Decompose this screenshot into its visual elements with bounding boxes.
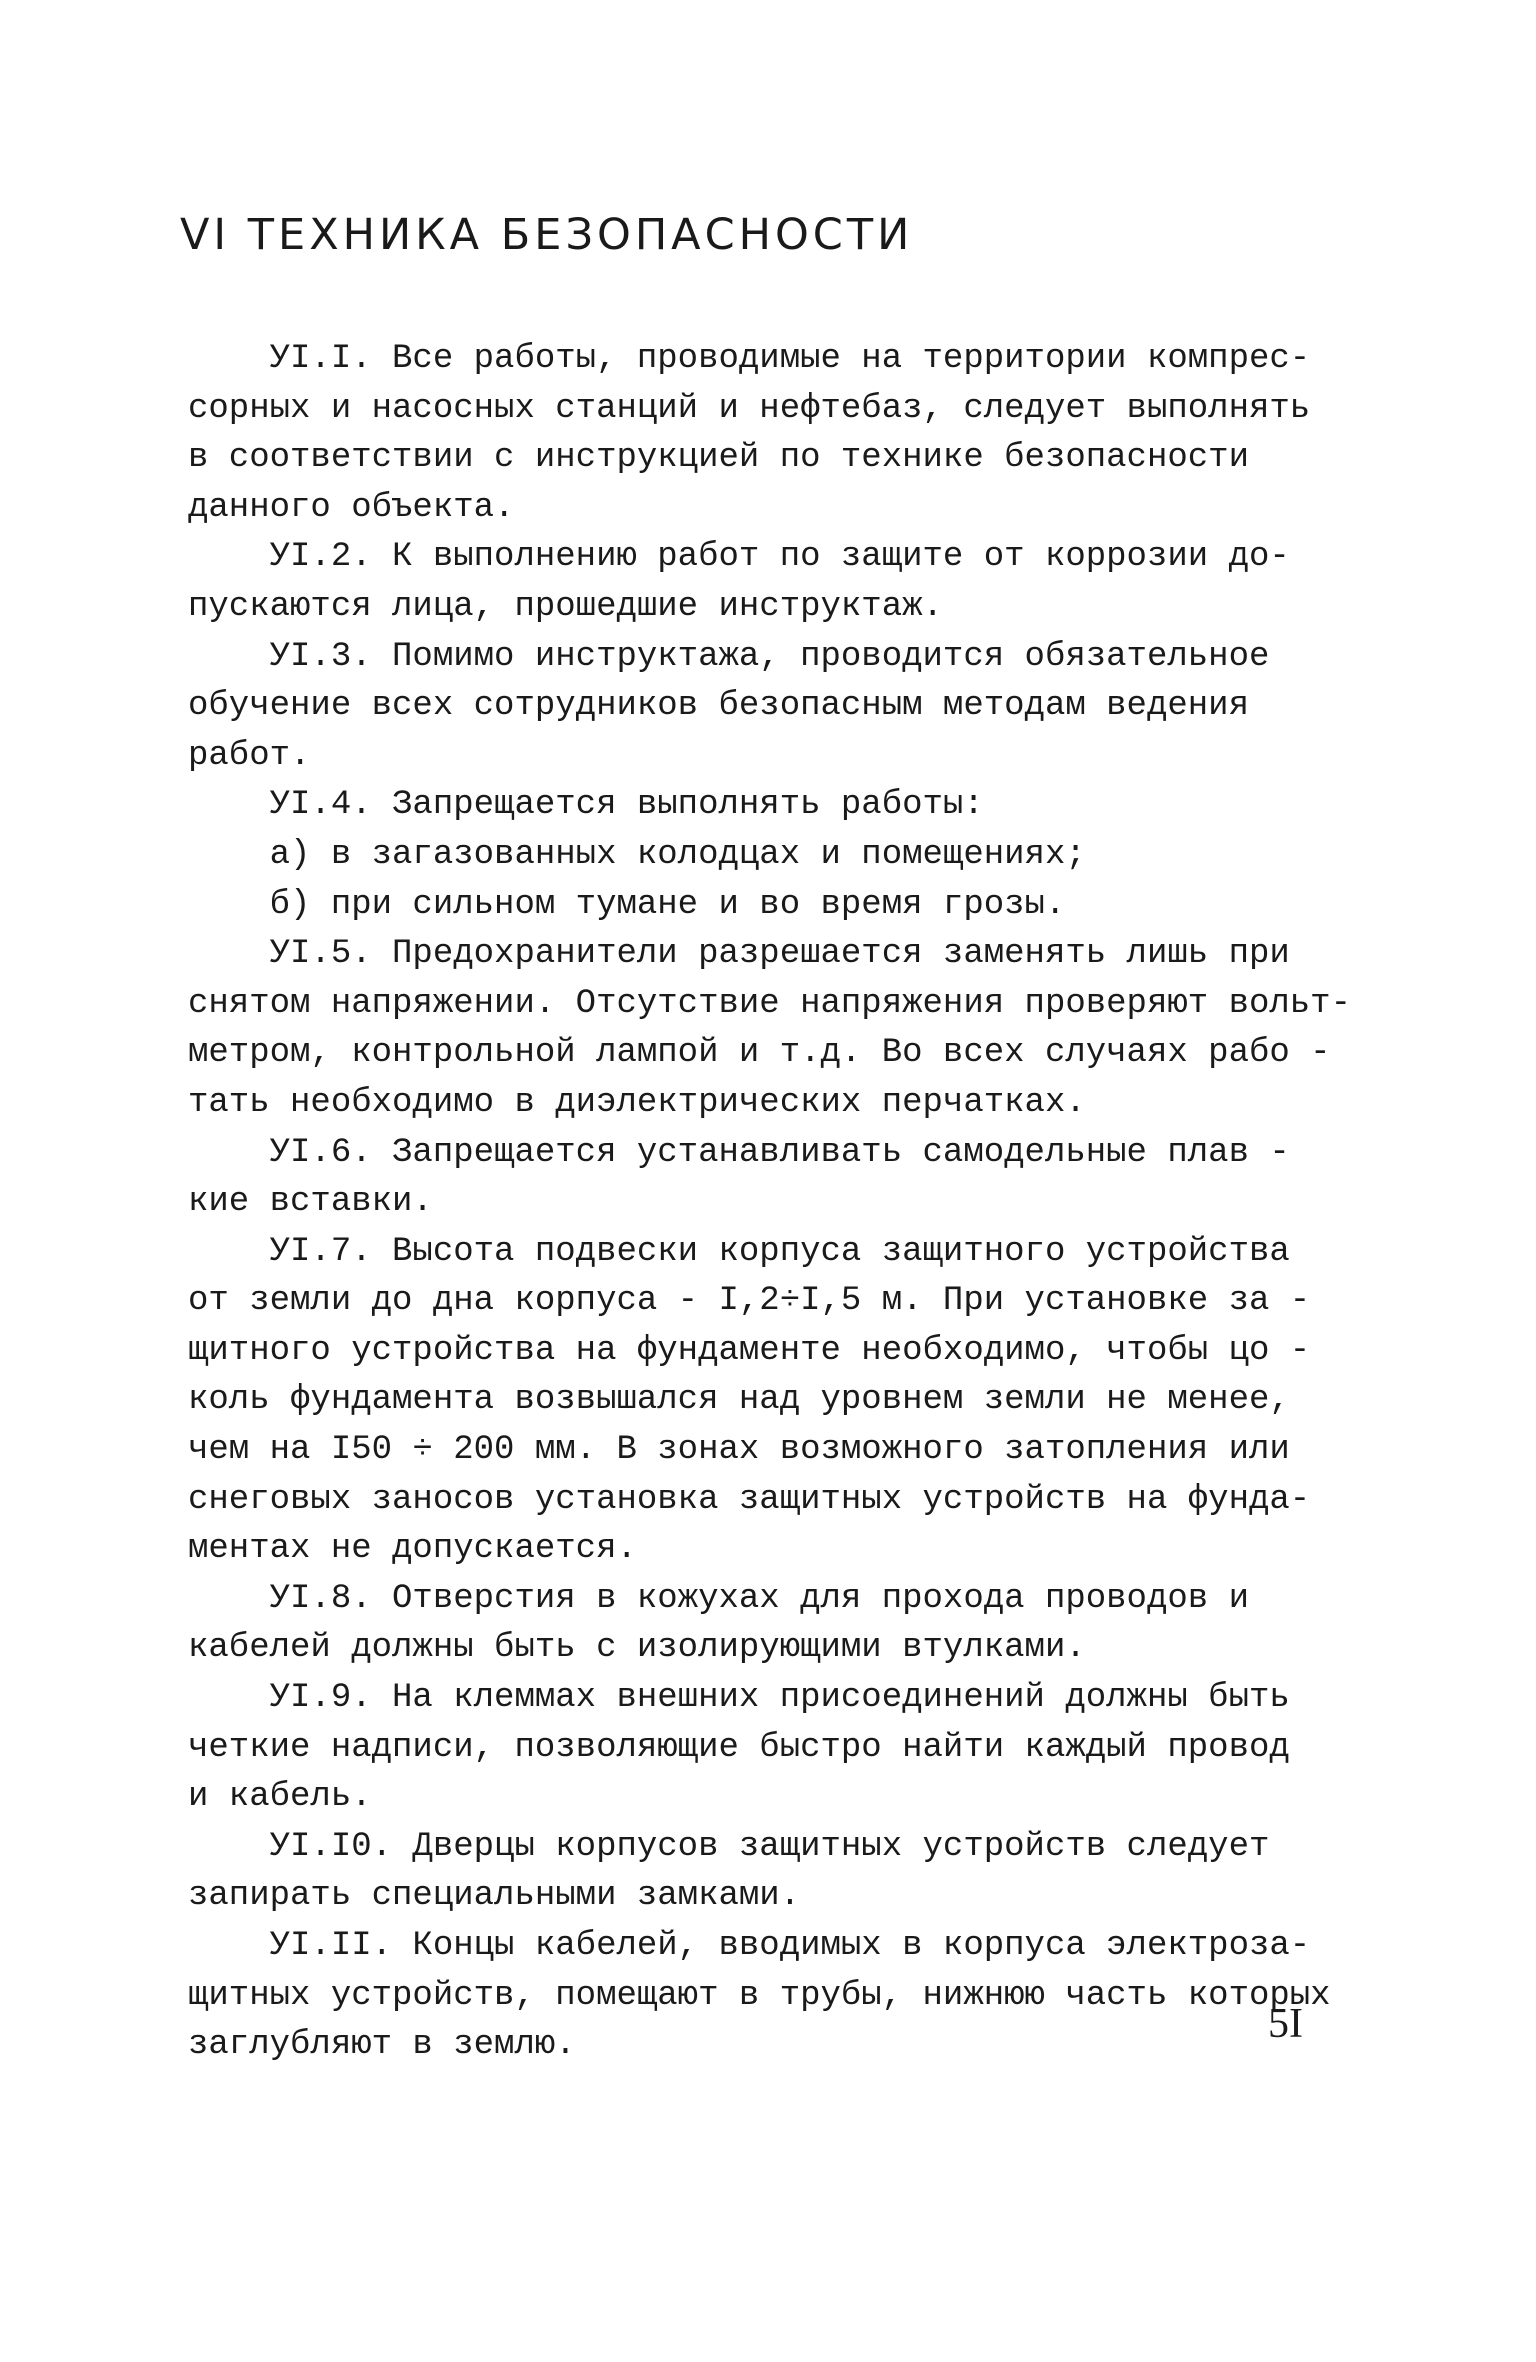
text-line: щитного устройства на фундаменте необходимо, чтобы цо - — [188, 1331, 1311, 1370]
text-line: в соответствии с инструкцией по технике безопасности — [188, 439, 1249, 478]
text-line: работ. — [188, 736, 311, 775]
text-line: а) в загазованных колодцах и помещениях; — [188, 835, 1086, 874]
text-line: УI.6. Запрещается устанавливать самодельные плав - — [188, 1133, 1290, 1172]
text-line: кие вставки. — [188, 1183, 433, 1222]
text-line: снеговых заносов установка защитных устройств на фунда- — [188, 1480, 1311, 1519]
text-line: сорных и насосных станций и нефтебаз, следует выполнять — [188, 389, 1311, 428]
text-line: пускаются лица, прошедшие инструктаж. — [188, 587, 943, 626]
text-line: данного объекта. — [188, 488, 515, 527]
text-line: и кабель. — [188, 1778, 372, 1817]
text-line: обучение всех сотрудников безопасным методам ведения — [188, 687, 1249, 726]
text-line: УI.I0. Дверцы корпусов защитных устройств следует — [188, 1827, 1270, 1866]
text-line: четкие надписи, позволяющие быстро найти каждый провод — [188, 1728, 1290, 1767]
text-line: заглубляют в землю. — [188, 2026, 576, 2065]
body-text — [188, 335, 1358, 2071]
text-line: метром, контрольной лампой и т.д. Во всех случаях рабо - — [188, 1034, 1331, 1073]
text-line: УI.4. Запрещается выполнять работы: — [188, 786, 984, 825]
text-line: УI.7. Высота подвески корпуса защитного устройства — [188, 1232, 1290, 1271]
text-line: УI.8. Отверстия в кожухах для прохода проводов и — [188, 1579, 1249, 1618]
text-line: УI.I. Все работы, проводимые на территории компрес- — [188, 340, 1311, 378]
text-line: УI.2. К выполнению работ по защите от коррозии до- — [188, 538, 1290, 577]
page-title: VI ТЕХНИКА БЕЗОПАСНОСТИ — [180, 210, 914, 260]
text-line: тать необходимо в диэлектрических перчатках. — [188, 1083, 1086, 1122]
text-line: УI.3. Помимо инструктажа, проводится обязательное — [188, 637, 1270, 676]
text-line: кабелей должны быть с изолирующими втулками. — [188, 1629, 1086, 1668]
text-line: ментах не допускается. — [188, 1530, 637, 1569]
text-line: чем на I50 ÷ 200 мм. В зонах возможного затопления или — [188, 1431, 1290, 1470]
text-line: щитных устройств, помещают в трубы, нижнюю часть которых — [188, 1976, 1331, 2015]
text-line: б) при сильном тумане и во время грозы. — [188, 885, 1066, 924]
text-line: от земли до дна корпуса - I,2÷I,5 м. При установке за - — [188, 1282, 1311, 1321]
text-line: УI.5. Предохранители разрешается заменять лишь при — [188, 935, 1290, 974]
text-line: УI.II. Концы кабелей, вводимых в корпуса электроза- — [188, 1927, 1311, 1965]
page-number: 5I — [1268, 2001, 1303, 2047]
text-line: УI.9. На клеммах внешних присоединений должны быть — [188, 1679, 1290, 1718]
text-line: запирать специальными замками. — [188, 1877, 801, 1916]
text-line: снятом напряжении. Отсутствие напряжения проверяют вольт- — [188, 984, 1351, 1023]
text-line: коль фундамента возвышался над уровнем земли не менее, — [188, 1381, 1290, 1420]
